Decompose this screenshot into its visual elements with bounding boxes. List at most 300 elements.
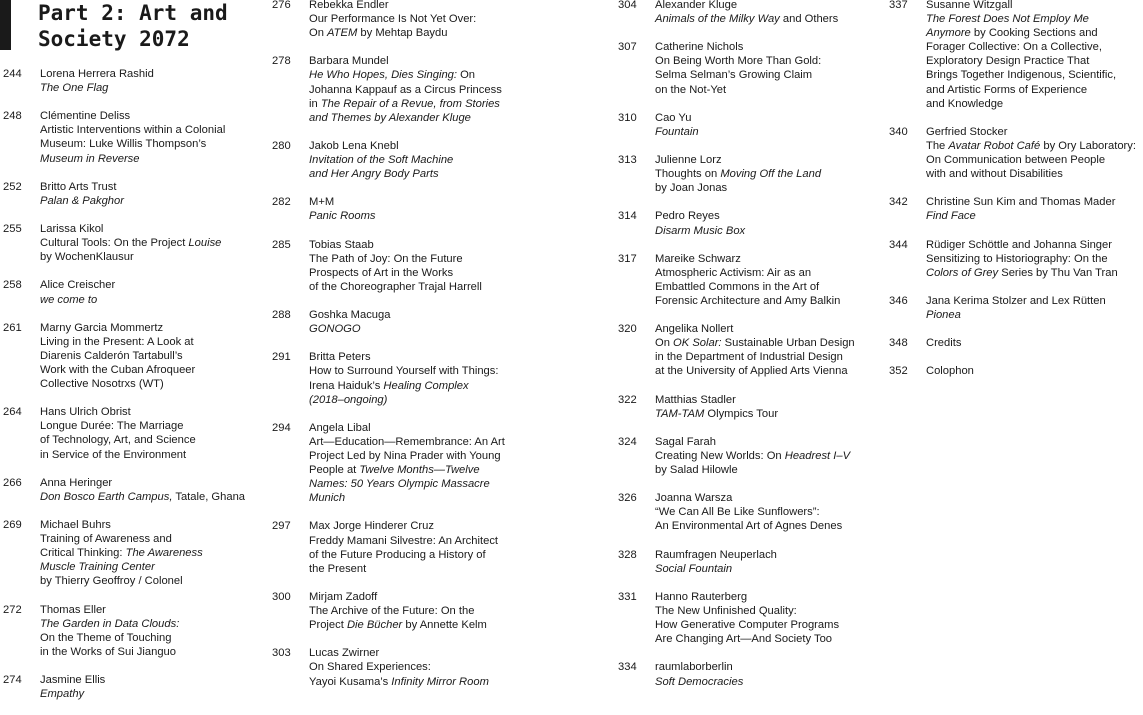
entry-author: [926, 294, 1143, 308]
entry-title-line: [309, 322, 522, 336]
entry-text: [40, 518, 265, 588]
text-segment: Angela Libal: [309, 421, 371, 434]
entry-title-line: [40, 293, 265, 307]
text-segment: Creating New Worlds: On: [655, 450, 785, 462]
entry-author: [655, 548, 880, 562]
text-segment: Susanne Witzgall: [926, 0, 1013, 11]
entry-title-line: [655, 54, 880, 68]
entry-title-line: [40, 546, 265, 560]
text-segment: Clémentine Deliss: [40, 110, 131, 123]
entry-title-line: [926, 209, 1143, 223]
text-segment: Barbara Mundel: [309, 55, 389, 68]
toc-entry: [272, 308, 522, 336]
page-number: 297: [272, 520, 291, 533]
entry-title-line: [40, 433, 265, 447]
text-segment: Collective Nosotrxs (WT): [40, 378, 164, 391]
toc-entry: [272, 238, 522, 294]
entry-title-line: [926, 26, 1143, 40]
entry-text: [309, 308, 522, 336]
text-segment: Headrest I–V: [784, 450, 851, 462]
entry-title-line: [655, 83, 880, 97]
entry-title-line: [655, 519, 880, 533]
entry-author: [926, 0, 1143, 12]
toc-entry: [889, 294, 1143, 322]
entry-text: [40, 222, 265, 264]
text-segment: Prospects of Art in the Works: [309, 266, 454, 279]
entry-title-line: [655, 294, 880, 308]
page-number: 342: [889, 196, 908, 209]
entry-author: [309, 195, 522, 209]
entry-text: [40, 180, 265, 208]
text-segment: Panic Rooms: [309, 210, 376, 223]
text-segment: The Archive of the Future: On the: [309, 605, 475, 618]
entry-text: [655, 153, 880, 195]
page-number: 340: [889, 125, 908, 138]
page-number: 344: [889, 238, 908, 251]
page-number: 331: [618, 590, 637, 603]
text-segment: Animals of the Milky Way: [655, 13, 780, 26]
page-number: 313: [618, 154, 637, 167]
page-number: 294: [272, 421, 291, 434]
entry-title-line: [926, 252, 1143, 266]
page-number: 322: [618, 393, 637, 406]
entry-title-line: [309, 68, 522, 82]
text-segment: Longue Durée: The Marriage: [40, 420, 184, 433]
text-segment: in: [309, 97, 321, 110]
entry-title-line: [40, 137, 265, 151]
entry-text: [655, 393, 880, 421]
entry-author: [40, 222, 265, 236]
text-segment: Louise: [188, 237, 222, 250]
entry-author: [655, 153, 880, 167]
text-segment: Training of Awareness and: [40, 533, 172, 546]
text-segment: Art—Education—Remembrance: An Art: [309, 435, 505, 448]
text-segment: How Generative Computer Programs: [655, 619, 840, 632]
entry-title-line: [40, 574, 265, 588]
entry-text: [40, 673, 265, 701]
text-segment: by Salad Hilowle: [655, 464, 738, 477]
text-segment: Pedro Reyes: [655, 210, 720, 223]
page-number: 288: [272, 309, 291, 322]
text-segment: On Communication between People: [926, 154, 1106, 167]
text-segment: Anymore: [926, 27, 971, 40]
entry-text: [926, 0, 1143, 111]
entry-author: [655, 435, 880, 449]
toc-entry: [618, 40, 880, 96]
entry-title-line: [655, 604, 880, 618]
entry-title-line: [309, 209, 522, 223]
toc-entry: [889, 195, 1143, 223]
text-segment: Irena Haiduk’s: [309, 379, 384, 392]
page-number: 255: [3, 223, 22, 236]
entry-title-line: [309, 534, 522, 548]
entry-title-line: [309, 548, 522, 562]
page-number: 303: [272, 647, 291, 660]
entry-text: [655, 548, 880, 576]
entry-author: [309, 350, 522, 364]
entry-title-line: [309, 12, 522, 26]
entry-author: [309, 519, 522, 533]
entry-author: [926, 125, 1143, 139]
entry-text: [40, 321, 265, 391]
entry-title-line: [655, 12, 880, 26]
text-segment: The Path of Joy: On the Future: [309, 252, 463, 265]
page-number: 252: [3, 180, 22, 193]
text-segment: The: [926, 139, 949, 152]
text-segment: Critical Thinking:: [40, 547, 126, 560]
entry-title-line: [40, 490, 265, 504]
entry-author: [309, 0, 522, 12]
text-segment: and Others: [779, 13, 839, 26]
entry-author: [655, 0, 880, 12]
entry-author: [655, 322, 880, 336]
entry-author: [309, 646, 522, 660]
entry-text: [655, 40, 880, 96]
entry-title-line: [655, 280, 880, 294]
entry-title-line: [309, 26, 522, 40]
text-segment: Disarm Music Box: [655, 224, 746, 237]
entry-text: [655, 209, 880, 237]
entry-title-line: [926, 308, 1143, 322]
page-number: 244: [3, 68, 22, 80]
text-segment: by Thierry Geoffroy / Colonel: [40, 575, 183, 588]
entry-title-line: [309, 618, 522, 632]
text-segment: Cao Yu: [655, 111, 692, 124]
entry-text: [309, 350, 522, 406]
entry-title-line: [40, 687, 265, 701]
entry-text: [926, 336, 1143, 350]
entry-title-line: [40, 236, 265, 250]
entry-title-line: [309, 280, 522, 294]
text-segment: in the Works of Sui Jianguo: [40, 645, 176, 658]
entry-author: [40, 405, 265, 419]
entry-text: [926, 195, 1143, 223]
entry-title-line: [40, 152, 265, 166]
entry-title-line: [309, 449, 522, 463]
toc-entry: [272, 0, 522, 40]
text-segment: How to Surround Yourself with Things:: [309, 365, 499, 378]
text-segment: by Annette Kelm: [402, 619, 487, 632]
entry-title-line: [655, 266, 880, 280]
entry-text: [309, 195, 522, 223]
text-segment: Selma Selman’s Growing Claim: [655, 69, 813, 82]
entry-title-line: [655, 505, 880, 519]
entry-text: [655, 660, 880, 688]
text-segment: Atmospheric Activism: Air as an: [655, 266, 812, 279]
entry-author: [655, 209, 880, 223]
toc-entry: [618, 393, 880, 421]
entry-title-line: [40, 363, 265, 377]
page-number: 352: [889, 365, 908, 378]
entry-author: [655, 590, 880, 604]
text-segment: Alice Creischer: [40, 279, 116, 292]
toc-entry: [272, 195, 522, 223]
toc-entry: [618, 111, 880, 139]
entry-title-line: [40, 448, 265, 462]
entry-title-line: [309, 562, 522, 576]
toc-entry: [272, 139, 522, 181]
text-segment: Christine Sun Kim and Thomas Mader: [926, 196, 1116, 209]
text-segment: we come to: [40, 293, 98, 306]
entry-title-line: [655, 350, 880, 364]
entry-title-line: [40, 81, 265, 95]
text-segment: Don Bosco Earth Campus,: [40, 490, 173, 503]
text-segment: Are Changing Art—And Society Too: [655, 633, 833, 646]
page-number: 348: [889, 337, 908, 350]
text-segment: and Artistic Forms of Experience: [926, 83, 1088, 96]
text-segment: Exploratory Design Practice That: [926, 55, 1090, 68]
page-number: 304: [618, 0, 637, 11]
entry-author: [40, 67, 265, 81]
text-segment: ATEM: [327, 27, 358, 40]
text-segment: The New Unfinished Quality:: [655, 605, 797, 618]
entry-title-line: [926, 12, 1143, 26]
entry-title-line: [40, 560, 265, 574]
text-segment: at the University of Applied Arts Vienna: [655, 365, 848, 378]
toc-entry: [618, 548, 880, 576]
entry-author: [655, 252, 880, 266]
entry-title-line: [309, 393, 522, 407]
text-segment: GONOGO: [309, 323, 361, 336]
toc-entry: [889, 125, 1143, 181]
text-segment: Invitation of the Soft Machine: [309, 154, 454, 167]
text-segment: Empathy: [40, 688, 85, 701]
entry-text: [40, 278, 265, 306]
text-segment: Raumfragen Neuperlach: [655, 548, 777, 561]
entry-title-line: [655, 125, 880, 139]
text-segment: Soft Democracies: [655, 675, 744, 688]
text-segment: Forager Collective: On a Collective,: [926, 41, 1102, 54]
toc-entry: [618, 153, 880, 195]
text-segment: Find Face: [926, 210, 976, 223]
text-segment: Britta Peters: [309, 351, 371, 364]
entry-author: [309, 421, 522, 435]
entry-title-line: [309, 660, 522, 674]
entry-text: [926, 364, 1143, 378]
toc-entry: [3, 278, 265, 306]
toc-entries-3: [618, 0, 880, 703]
toc-entry: [3, 518, 265, 588]
page-number: 266: [3, 476, 22, 489]
entry-author: [655, 393, 880, 407]
entry-title-line: [309, 266, 522, 280]
text-segment: and Knowledge: [926, 97, 1004, 110]
entry-title-line: [40, 377, 265, 391]
text-segment: An Environmental Art of Agnes Denes: [655, 520, 843, 533]
page-number: 272: [3, 603, 22, 616]
entry-title-line: [655, 675, 880, 689]
entry-author: [655, 40, 880, 54]
title-line-1: Part 2: Art and: [38, 1, 228, 25]
entry-title-line: [40, 194, 265, 208]
text-segment: Museum in Reverse: [40, 152, 140, 165]
page-number: 248: [3, 110, 22, 123]
entry-title-line: [655, 68, 880, 82]
page-number: 264: [3, 406, 22, 419]
text-segment: Hanno Rauterberg: [655, 590, 748, 603]
page-number: 300: [272, 590, 291, 603]
toc-entry: [618, 322, 880, 378]
entry-title-line: [926, 167, 1143, 181]
toc-entry: [272, 350, 522, 406]
text-segment: Julienne Lorz: [655, 154, 722, 167]
text-segment: raumlaborberlin: [655, 661, 733, 674]
text-segment: On Shared Experiences:: [309, 661, 431, 674]
text-segment: Pionea: [926, 309, 961, 322]
text-segment: Tobias Staab: [309, 238, 374, 251]
text-segment: Project Led by Nina Prader with Young: [309, 450, 501, 462]
entry-author: [309, 139, 522, 153]
toc-entry: [3, 222, 265, 264]
text-segment: Colors of Grey: [926, 266, 999, 279]
entry-author: [926, 364, 1143, 378]
text-segment: Muscle Training Center: [40, 561, 155, 574]
toc-entry: [272, 519, 522, 575]
entry-text: [655, 435, 880, 477]
toc-entry: [272, 590, 522, 632]
toc-entry: [618, 252, 880, 308]
entry-author: [309, 238, 522, 252]
toc-entry: [3, 405, 265, 461]
entry-title-line: [40, 419, 265, 433]
entry-text: [309, 646, 522, 688]
entry-title-line: [655, 181, 880, 195]
toc-entries-4: [889, 0, 1143, 393]
text-segment: People at: [309, 464, 360, 477]
heading-bar: [0, 0, 11, 50]
text-segment: The One Flag: [40, 82, 109, 95]
entry-title-line: [40, 335, 265, 349]
text-segment: Embattled Commons in the Art of: [655, 280, 820, 293]
text-segment: Healing Complex: [383, 379, 469, 392]
page-number: 285: [272, 238, 291, 251]
page-number: 276: [272, 0, 291, 11]
entry-text: [655, 252, 880, 308]
text-segment: (2018–ongoing): [309, 393, 388, 406]
page-number: 269: [3, 519, 22, 531]
toc-entry: [3, 321, 265, 391]
entry-text: [655, 491, 880, 533]
toc-entry: [3, 476, 265, 504]
entry-text: [40, 405, 265, 461]
toc-entry: [618, 590, 880, 646]
page-number: 310: [618, 111, 637, 124]
entry-author: [309, 308, 522, 322]
entry-title-line: [926, 97, 1143, 111]
text-segment: TAM-TAM: [655, 407, 705, 420]
text-segment: Palan & Pakghor: [40, 194, 124, 207]
text-segment: Rebekka Endler: [309, 0, 389, 11]
page-number: 337: [889, 0, 908, 11]
text-segment: The Forest Does Not Employ Me: [926, 13, 1089, 26]
entry-title-line: [926, 68, 1143, 82]
entry-title-line: [655, 336, 880, 350]
entry-title-line: [40, 617, 265, 631]
entry-title-line: [309, 435, 522, 449]
entry-text: [40, 476, 265, 504]
text-segment: Series by Thu Van Tran: [998, 266, 1118, 279]
text-segment: on the Not-Yet: [655, 83, 727, 96]
entry-title-line: [40, 631, 265, 645]
text-segment: Joanna Warsza: [655, 492, 733, 505]
text-segment: Jakob Lena Knebl: [309, 139, 399, 152]
page-number: 346: [889, 294, 908, 307]
entry-title-line: [926, 83, 1143, 97]
entry-title-line: [40, 250, 265, 264]
page-number: 274: [3, 674, 22, 687]
section-title: [38, 0, 228, 52]
toc-entry: [889, 238, 1143, 280]
entry-text: [309, 421, 522, 506]
entry-title-line: [309, 252, 522, 266]
entry-title-line: [655, 364, 880, 378]
text-segment: Freddy Mamani Silvestre: An Architect: [309, 534, 499, 547]
page-number: 280: [272, 139, 291, 152]
text-segment: Tatale, Ghana: [172, 490, 246, 503]
text-segment: Thoughts on: [655, 168, 721, 181]
entry-text: [926, 238, 1143, 280]
text-segment: Catherine Nichols: [655, 41, 744, 54]
text-segment: Jasmine Ellis: [40, 674, 106, 687]
entry-title-line: [655, 463, 880, 477]
text-segment: The Awareness: [125, 547, 203, 560]
toc-entry: [618, 435, 880, 477]
text-segment: Social Fountain: [655, 562, 733, 575]
text-segment: Credits: [926, 337, 962, 350]
entry-title-line: [926, 266, 1143, 280]
page-number: 282: [272, 196, 291, 209]
text-segment: Forensic Architecture and Amy Balkin: [655, 294, 841, 307]
entry-text: [926, 125, 1143, 181]
text-segment: He Who Hopes, Dies Singing:: [309, 69, 457, 82]
page-number: 328: [618, 548, 637, 561]
text-segment: On: [457, 69, 476, 82]
text-segment: Project: [309, 619, 347, 632]
entry-text: [309, 54, 522, 124]
text-segment: Johanna Kappauf as a Circus Princess: [309, 83, 502, 96]
text-segment: Cultural Tools: On the Project: [40, 237, 189, 250]
page-number: 261: [3, 321, 22, 334]
toc-entry: [3, 603, 265, 659]
text-segment: Living in the Present: A Look at: [40, 335, 194, 348]
toc-entry: [272, 421, 522, 506]
text-segment: “We Can All Be Like Sunflowers”:: [655, 506, 820, 519]
page-number: 278: [272, 55, 291, 68]
text-segment: Michael Buhrs: [40, 519, 111, 531]
text-segment: and Themes by Alexander Kluge: [309, 111, 471, 124]
entry-author: [40, 673, 265, 687]
text-segment: On Being Worth More Than Gold:: [655, 55, 822, 68]
page-number: 334: [618, 661, 637, 674]
toc-entries-1: [3, 67, 265, 715]
text-segment: Yayoi Kusama’s: [309, 675, 392, 688]
entry-author: [40, 476, 265, 490]
text-segment: in the Department of Industrial Design: [655, 351, 843, 364]
entry-title-line: [926, 153, 1143, 167]
entry-title-line: [309, 83, 522, 97]
entry-title-line: [309, 153, 522, 167]
entry-author: [40, 321, 265, 335]
entry-title-line: [655, 562, 880, 576]
text-segment: Angelika Nollert: [655, 323, 734, 336]
entry-title-line: [309, 604, 522, 618]
text-segment: M+M: [309, 196, 335, 209]
entry-text: [309, 0, 522, 40]
entry-author: [926, 336, 1143, 350]
toc-entry: [889, 0, 1143, 111]
section-heading: [0, 0, 260, 60]
entry-title-line: [655, 167, 880, 181]
